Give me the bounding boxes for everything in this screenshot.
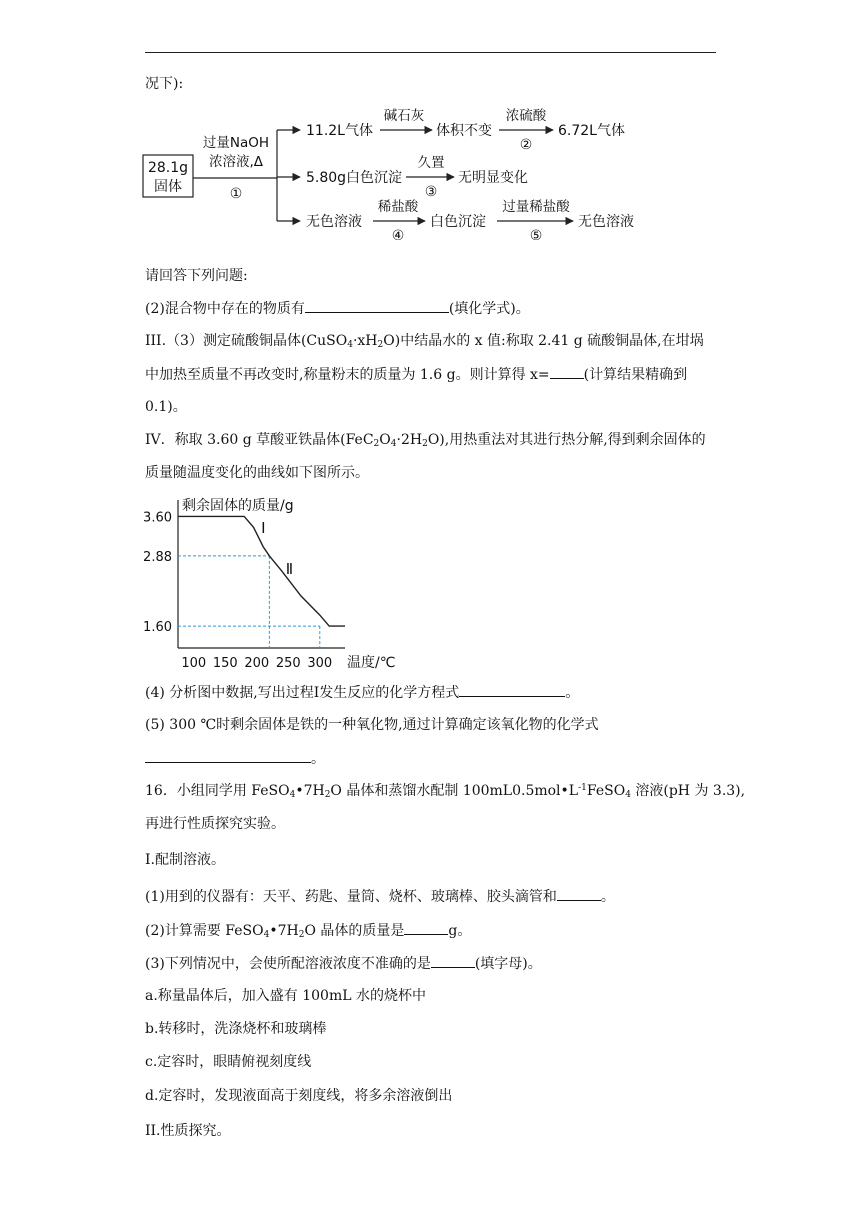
section-1-q1: (1)用到的仪器有：天平、药匙、量筒、烧杯、玻璃棒、胶头滴管和 。 bbox=[145, 886, 615, 907]
text-ask: 请回答下列问题: bbox=[145, 268, 248, 284]
header-rule bbox=[145, 52, 716, 53]
section-1-q3: (3)下列情况中，会使所配溶液浓度不准确的是 (填字母)。 bbox=[145, 953, 542, 974]
question-16-line2: 再进行性质探究实验。 bbox=[145, 816, 285, 832]
r3-a: 无色溶液 bbox=[306, 214, 362, 230]
r3-b: 白色沉淀 bbox=[430, 214, 486, 230]
x-axis-label: 温度/℃ bbox=[347, 655, 396, 671]
r3-n1: ④ bbox=[391, 228, 405, 240]
paragraph-5-blank: 。 bbox=[145, 748, 325, 769]
reaction-flow-diagram bbox=[140, 100, 670, 240]
question-3-line3: 0.1)。 bbox=[145, 399, 187, 415]
question-3-line1: III.（3）测定硫酸铜晶体$(CuSO_4\cdot xH_2O)$中结晶水的 x 值:称取 2.41 g 硫酸铜晶体,在坩埚 bbox=[145, 333, 704, 350]
paragraph-5: (5) 300 ℃时剩余固体是铁的一种氧化物,通过计算确定该氧化物的化学式 bbox=[145, 717, 599, 733]
box-line1: 28.1g bbox=[147, 160, 189, 176]
x-tick-300: 300 bbox=[307, 656, 333, 671]
cond3: ① bbox=[229, 186, 243, 202]
y-tick-2.88: 2.88 bbox=[143, 549, 172, 565]
question-2: (2)混合物中存在的物质有 (填化学式)。 bbox=[145, 298, 530, 319]
r2-a: 5.80g白色沉淀 bbox=[306, 170, 403, 186]
r1-b: 体积不变 bbox=[436, 123, 492, 139]
cond1: 过量NaOH bbox=[202, 135, 270, 151]
x-tick-150: 150 bbox=[212, 656, 238, 671]
paragraph-4: (4) 分析图中数据,写出过程Ⅰ发生反应的化学方程式 。 bbox=[145, 682, 579, 703]
x-tick-200: 200 bbox=[244, 656, 270, 671]
r3-d: 无色溶液 bbox=[578, 214, 634, 230]
process-label-1: Ⅰ bbox=[261, 518, 266, 537]
option-b: b.转移时，洗涤烧杯和玻璃棒 bbox=[145, 1021, 327, 1037]
r1-c2: 浓硫酸 bbox=[505, 108, 547, 124]
x-tick-100: 100 bbox=[181, 656, 207, 671]
r2-b: 无明显变化 bbox=[458, 170, 528, 186]
r1-d: 6.72L气体 bbox=[558, 123, 625, 139]
question-4-line2: 质量随温度变化的曲线如下图所示。 bbox=[145, 465, 369, 481]
r2-n: ③ bbox=[424, 184, 438, 200]
section-2-heading: II.性质探究。 bbox=[145, 1123, 231, 1139]
section-1-q2: (2)计算需要 $FeSO_4•7H_2O$ 晶体的质量是 g。 bbox=[145, 920, 471, 941]
option-c: c.定容时，眼睛俯视刻度线 bbox=[145, 1054, 312, 1070]
r3-c1: 稀盐酸 bbox=[377, 199, 419, 215]
r3-n2: ⑤ bbox=[529, 228, 543, 240]
box-line2: 固体 bbox=[154, 179, 182, 195]
r1-a: 11.2L气体 bbox=[306, 123, 373, 139]
thermogravimetric-chart bbox=[140, 488, 410, 673]
r1-c1: 碱石灰 bbox=[383, 108, 425, 124]
section-1-heading: I.配制溶液。 bbox=[145, 852, 225, 868]
r1-n2: ② bbox=[519, 137, 533, 153]
cond2: 浓溶液,Δ bbox=[208, 154, 264, 170]
option-d: d.定容时，发现液面高于刻度线，将多余溶液倒出 bbox=[145, 1088, 453, 1104]
process-label-2: Ⅱ bbox=[285, 560, 294, 578]
option-a: a.称量晶体后，加入盛有 100mL 水的烧杯中 bbox=[145, 988, 426, 1004]
y-tick-3.60: 3.60 bbox=[143, 510, 172, 526]
text-top: 况下): bbox=[145, 76, 184, 92]
r2-c: 久置 bbox=[417, 155, 445, 171]
x-tick-250: 250 bbox=[275, 656, 301, 671]
y-axis-label: 剩余固体的质量/g bbox=[182, 498, 294, 514]
question-4-line1: IV．称取 3.60 g 草酸亚铁晶体$(FeC_2O_4\cdot 2H_2O)$,用热重法对其进行热分解,得到剩余固体的 bbox=[145, 432, 706, 449]
question-16-line1: 16．小组同学用 $FeSO_4•7H_2O$ 晶体和蒸馏水配制 $100mL0.5mol•L^{-1}FeSO_4$ 溶液(pH 为 3.3), bbox=[145, 783, 746, 800]
question-3-line2: 中加热至质量不再改变时,称量粉末的质量为 1.6 g。则计算得 x= (计算结果精确到 bbox=[145, 364, 687, 385]
y-tick-1.60: 1.60 bbox=[143, 620, 172, 636]
r3-c2: 过量稀盐酸 bbox=[502, 199, 570, 215]
